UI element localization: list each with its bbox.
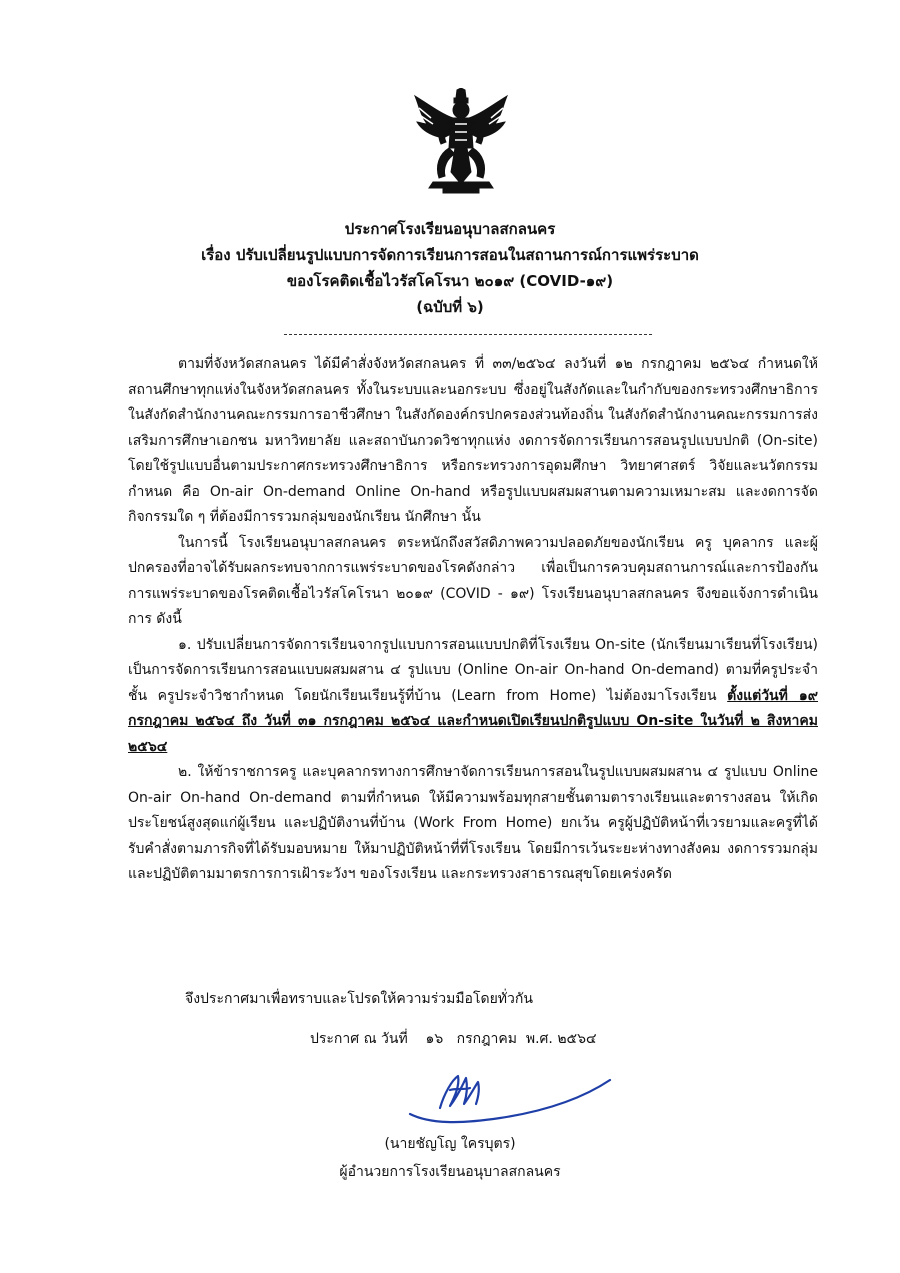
title-line-1: ประกาศโรงเรียนอนุบาลสกลนคร <box>344 220 556 238</box>
announcement-title <box>0 216 900 320</box>
item-2: ๒. ให้ข้าราชการครู และบุคลากรทางการศึกษาจัดการเรียนการสอนในรูปแบบผสมผสาน ๔ รูปแบบ Online On-air On-hand On-demand ตามที่กำหนด ให้มีความพร้อมทุกสายชั้นตามตารางเรียนและตารางสอน ให้เกิดประโยชน์สูงสุดแก่ผู้เรียน และปฏิบัติงานที่บ้าน (Work From Home) ยกเว้น ครูผู้ปฏิบัติหน้าที่เวรยามและครูที่ได้รับคำสั่งตามภารกิจที่ได้รับมอบหมาย ให้มาปฏิบัติหน้าที่ที่โรงเรียน โดยมีการเว้นระยะห่างทางสังคม งดการรวมกลุ่มและปฏิบัติตามมาตรการการเฝ้าระวังฯ ของโรงเรียน และกระทรวงสาธารณสุขโดยเคร่งครัด <box>128 764 818 882</box>
item-1 <box>128 633 818 761</box>
paragraph-2: ในการนี้ โรงเรียนอนุบาลสกลนคร ตระหนักถึงสวัสดิภาพความปลอดภัยของนักเรียน ครู บุคลากร และผู้ปกครองที่อาจได้รับผลกระทบจากการแพร่ระบาดของโรคดังกล่าว เพื่อเป็นการควบคุมสถานการณ์และการป้องกันการแพร่ระบาดของโรคติดเชื้อไวรัสโคโรนา ๒๐๑๙ (COVID - ๑๙) โรงเรียนอนุบาลสกลนคร จึงขอแจ้งการดำเนินการ ดังนี้ <box>128 534 818 627</box>
title-line-2: เรื่อง ปรับเปลี่ยนรูปแบบการจัดการเรียนการสอนในสถานการณ์การแพร่ระบาด <box>201 246 699 264</box>
signer-position: ผู้อำนวยการโรงเรียนอนุบาลสกลนคร <box>339 1164 561 1180</box>
title-line-3: ของโรคติดเชื้อไวรัสโคโรนา ๒๐๑๙ (COVID-๑๙) <box>286 272 614 290</box>
title-line-4: (ฉบับที่ ๖) <box>416 298 484 316</box>
paragraph-1: ตามที่จังหวัดสกลนคร ได้มีคำสั่งจังหวัดสกลนคร ที่ ๓๓/๒๕๖๔ ลงวันที่ ๑๒ กรกฎาคม ๒๕๖๔ กำหนดให้สถานศึกษาทุกแห่งในจังหวัดสกลนคร ทั้งในระบบและนอกระบบ ซึ่งอยู่ในสังกัดและในกำกับของกระทรวงศึกษาธิการ ในสังกัดสำนักงานคณะกรรมการอาชีวศึกษา ในสังกัดองค์กรปกครองส่วนท้องถิ่น ในสังกัดสำนักงานคณะกรรมการส่งเสริมการศึกษาเอกชน มหาวิทยาลัย และสถาบันกวดวิชาทุกแห่ง งดการจัดการเรียนการสอนรูปแบบปกติ (On-site) โดยใช้รูปแบบอื่นตามประกาศกระทรวงศึกษาธิการ หรือกระทรวงการอุดมศึกษา วิทยาศาสตร์ วิจัยและนวัตกรรม กำหนด คือ On-air On-demand Online On-hand หรือรูปแบบผสมผสานตามความเหมาะสม และงดการจัดกิจกรรมใด ๆ ที่ต้องมีการรวมกลุ่มของนักเรียน นักศึกษา นั้น <box>128 356 818 525</box>
signer-block <box>0 1130 900 1186</box>
garuda-emblem-icon <box>413 88 509 194</box>
announcement-date: ประกาศ ณ วันที่ ๑๖ กรกฎาคม พ.ศ. ๒๕๖๔ <box>310 1031 597 1047</box>
item-1-text: ๑. ปรับเปลี่ยนการจัดการเรียนจากรูปแบบการสอนแบบปกติที่โรงเรียน On-site (นักเรียนมาเรียนที่โรงเรียน) เป็นการจัดการเรียนการสอนแบบผสมผสาน ๔ รูปแบบ (Online On-air On-hand On-demand) ตามที่ครูประจำชั้น ครูประจำวิชากำหนด โดยนักเรียนเรียนรู้ที่บ้าน (Learn from Home) ไม่ต้องมาโรงเรียน <box>128 636 818 704</box>
announcement-body <box>128 352 818 888</box>
item-1-date-emphasis: ตั้งแต่วันที่ ๑๙ กรกฎาคม ๒๕๖๔ ถึง วันที่ ๓๑ กรกฎาคม ๒๕๖๔ และกำหนดเปิดเรียนปกติรูปแบบ On-site ในวันที่ ๒ สิงหาคม ๒๕๖๔ <box>128 687 819 755</box>
title-divider <box>284 334 652 335</box>
closing-statement: จึงประกาศมาเพื่อทราบและโปรดให้ความร่วมมือโดยทั่วกัน <box>185 991 533 1007</box>
signer-name: (นายชัญโญ ใครบุตร) <box>384 1136 516 1152</box>
handwritten-signature-icon <box>400 1068 615 1128</box>
